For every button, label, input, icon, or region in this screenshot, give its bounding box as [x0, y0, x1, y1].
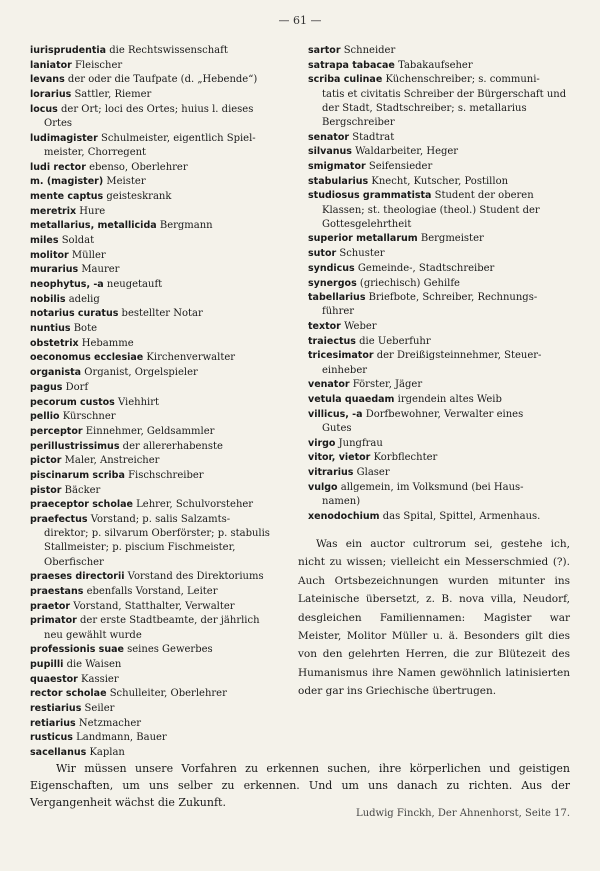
glossary-entry	[308, 335, 576, 349]
latin-term: virgo	[308, 437, 336, 449]
german-meaning: Meister	[106, 176, 146, 188]
glossary-entry	[308, 247, 576, 261]
glossary-entry	[30, 614, 298, 642]
german-meaning: irgendein altes Weib	[397, 394, 502, 405]
latin-term: notarius curatus	[30, 308, 119, 320]
glossary-entry	[30, 600, 298, 614]
glossary-entry	[308, 451, 576, 465]
german-meaning: Seiler	[84, 702, 115, 714]
latin-term: iurisprudentia	[30, 45, 107, 56]
german-meaning: Maurer	[81, 264, 120, 276]
latin-term: superior metallarum	[308, 233, 418, 245]
glossary-entry	[308, 145, 576, 159]
german-meaning: Vorstand des Direktoriums	[127, 571, 264, 583]
glossary-entry	[308, 481, 576, 509]
german-meaning: Jungfrau	[338, 437, 383, 449]
latin-term: villicus, -a	[308, 408, 363, 420]
latin-term: satrapa tabacae	[308, 59, 395, 71]
german-meaning: Sattler, Riemer	[74, 89, 152, 101]
latin-term: vulgo	[308, 481, 338, 493]
latin-term: syndicus	[308, 262, 355, 274]
glossary-entry	[30, 673, 298, 687]
german-meaning: Bergmann	[159, 220, 213, 232]
german-meaning: Kaplan	[89, 747, 125, 758]
latin-term: studiosus grammatista	[308, 190, 432, 202]
german-meaning: der Ort; loci des Ortes; huius l. dieses	[61, 103, 254, 115]
latin-term: pagus	[30, 381, 63, 393]
latin-term: senator	[308, 131, 350, 143]
german-meaning: Student der oberen	[434, 190, 534, 202]
latin-term: quaestor	[30, 673, 78, 685]
latin-term: laniator	[30, 59, 72, 71]
glossary-left-column	[30, 44, 298, 761]
german-meaning: Schuster	[339, 248, 385, 260]
german-meaning: Organist, Orgelspieler	[84, 367, 198, 379]
latin-term: miles	[30, 234, 59, 246]
glossary-entry	[30, 44, 298, 58]
latin-term: praeceptor scholae	[30, 499, 133, 511]
glossary-entry	[30, 585, 298, 599]
glossary-entry	[30, 249, 298, 263]
latin-term: murarius	[30, 264, 79, 276]
glossary-entry	[30, 175, 298, 189]
german-meaning: Briefbote, Schreiber, Rechnungs-	[368, 292, 538, 304]
latin-term: traiectus	[308, 335, 356, 347]
latin-term: neophytus, -a	[30, 279, 104, 290]
german-meaning: Küchenschreiber; s. communi-	[385, 74, 540, 86]
latin-term: piscinarum scriba	[30, 469, 125, 481]
latin-term: xenodochium	[308, 510, 380, 522]
glossary-entry	[30, 161, 298, 175]
german-meaning-continuation: einheber	[322, 364, 368, 376]
glossary-entry	[30, 687, 298, 701]
german-meaning-continuation: Klassen; st. theologiae (theol.) Student der Gottesgelehrtheit	[322, 204, 540, 230]
glossary-entry	[308, 349, 576, 377]
glossary-entry	[30, 293, 298, 307]
glossary-entry	[30, 219, 298, 233]
latin-term: smigmator	[308, 161, 366, 172]
latin-term: nuntius	[30, 323, 71, 335]
latin-term: praestans	[30, 585, 84, 597]
german-meaning: Hure	[79, 205, 106, 217]
glossary-entry	[30, 278, 298, 292]
german-meaning: Korbflechter	[373, 452, 438, 464]
latin-term: synergos	[308, 277, 357, 289]
glossary-entry	[30, 469, 298, 483]
glossary-entry	[30, 322, 298, 336]
german-meaning-continuation: Ortes	[44, 117, 73, 129]
german-meaning: Gemeinde-, Stadtschreiber	[357, 262, 495, 274]
glossary-entry	[308, 59, 576, 73]
latin-term: locus	[30, 103, 58, 115]
german-meaning: Hebamme	[81, 337, 134, 349]
quote-source: Ludwig Finckh, Der Ahnenhorst, Seite 17.	[356, 808, 570, 819]
latin-term: silvanus	[308, 146, 352, 158]
latin-term: rector scholae	[30, 688, 107, 700]
glossary-entry	[30, 103, 298, 131]
latin-term: praetor	[30, 600, 71, 612]
latin-term: praeses directorii	[30, 571, 125, 583]
latin-term: sutor	[308, 248, 337, 260]
german-meaning-continuation: führer	[322, 306, 355, 318]
german-meaning-continuation: neu gewählt wurde	[44, 629, 142, 641]
glossary-entry	[308, 393, 576, 407]
german-meaning: Vorstand; p. salis Salzamts-	[90, 514, 231, 525]
glossary-entry	[30, 410, 298, 424]
glossary-right-column	[308, 44, 576, 524]
latin-term: meretrix	[30, 205, 77, 217]
glossary-entry	[30, 351, 298, 365]
glossary-entry	[30, 132, 298, 160]
german-meaning: Müller	[71, 249, 106, 261]
german-meaning: Dorf	[65, 381, 89, 393]
german-meaning: neugetauft	[106, 279, 163, 290]
german-meaning: Fleischer	[75, 59, 123, 71]
german-meaning: das Spital, Spittel, Armenhaus.	[382, 510, 541, 522]
glossary-entry	[308, 510, 576, 524]
glossary-entry	[30, 366, 298, 380]
glossary-entry	[308, 437, 576, 451]
german-meaning: Vorstand, Statthalter, Verwalter	[73, 600, 235, 612]
latin-term: perillustrissimus	[30, 440, 120, 452]
german-meaning: Dorfbewohner, Verwalter eines	[365, 408, 524, 420]
latin-term: vitrarius	[308, 466, 354, 478]
latin-term: lorarius	[30, 89, 72, 101]
latin-term: retiarius	[30, 717, 76, 729]
german-meaning-continuation: meister, Chorregent	[44, 146, 147, 158]
glossary-entry	[30, 454, 298, 468]
german-meaning: die Ueberfuhr	[359, 335, 431, 347]
glossary-entry	[30, 307, 298, 321]
german-meaning: Viehhirt	[118, 396, 160, 408]
german-meaning: Einnehmer, Geldsammler	[85, 425, 215, 437]
german-meaning: Kirchenverwalter	[146, 352, 236, 364]
glossary-entry	[308, 262, 576, 276]
latin-term: nobilis	[30, 293, 66, 305]
glossary-entry	[30, 484, 298, 498]
latin-term: obstetrix	[30, 337, 79, 349]
latin-term: professionis suae	[30, 644, 124, 656]
german-meaning: der Dreißigsteinnehmer, Steuer-	[376, 350, 542, 362]
german-meaning: Lehrer, Schulvorsteher	[136, 499, 254, 511]
latin-term: perceptor	[30, 425, 83, 437]
glossary-entry	[30, 190, 298, 204]
glossary-entry	[30, 731, 298, 745]
glossary-entry	[308, 232, 576, 246]
latin-term: molitor	[30, 249, 69, 261]
glossary-entry	[30, 513, 298, 570]
german-meaning: Fischschreiber	[128, 469, 204, 481]
glossary-entry	[308, 291, 576, 319]
german-meaning: der erste Stadtbeamte, der jährlich	[80, 615, 260, 627]
latin-term: venator	[308, 379, 350, 391]
glossary-entry	[30, 717, 298, 731]
german-meaning: Kassier	[81, 673, 119, 685]
latin-term: rusticus	[30, 732, 73, 744]
german-meaning-continuation: Gutes	[322, 422, 352, 434]
german-meaning-continuation: tatis et civitatis Schreiber der Bürgerschaft und der Stadt, Stadtschreiber; s. metallarius Bergschreiber	[322, 88, 567, 128]
german-meaning: Weber	[344, 321, 377, 333]
latin-term: pupilli	[30, 658, 64, 670]
latin-term: tabellarius	[308, 292, 366, 304]
german-meaning-continuation: namen)	[322, 495, 361, 507]
german-meaning: Soldat	[61, 234, 95, 246]
german-meaning: adelig	[68, 293, 100, 305]
german-meaning: Maler, Anstreicher	[64, 455, 160, 467]
glossary-entry	[30, 643, 298, 657]
glossary-entry	[30, 658, 298, 672]
glossary-entry	[30, 59, 298, 73]
german-meaning: Bote	[73, 323, 98, 335]
glossary-entry	[308, 44, 576, 58]
latin-term: pictor	[30, 455, 62, 467]
german-meaning: ebenso, Oberlehrer	[89, 161, 188, 173]
glossary-entry	[30, 425, 298, 439]
latin-term: textor	[308, 321, 341, 333]
latin-term: oeconomus ecclesiae	[30, 352, 144, 364]
glossary-entry	[308, 277, 576, 291]
german-meaning: Netzmacher	[78, 717, 142, 729]
glossary-entry	[30, 746, 298, 760]
glossary-entry	[308, 408, 576, 436]
glossary-entry	[30, 337, 298, 351]
latin-term: levans	[30, 74, 65, 86]
latin-term: pecorum custos	[30, 396, 115, 408]
glossary-entry	[30, 234, 298, 248]
motto-quote: Wir müssen unsere Vorfahren zu erkennen suchen, ihre körperlichen und geistigen Eigenschaften, um uns selber zu erkennen. Und um uns danach zu richten. Aus der Vergangenheit wächst die Zukunft.	[30, 762, 570, 810]
latin-term: ludimagister	[30, 132, 98, 144]
latin-term: mente captus	[30, 190, 104, 202]
german-meaning: der oder die Taufpate (d. „Hebende“)	[67, 74, 258, 86]
german-meaning-continuation: direktor; p. silvarum Oberförster; p. stabulis Stallmeister; p. piscium Fischmeister, Oberfischer	[44, 528, 270, 568]
german-meaning: die Waisen	[66, 658, 122, 670]
body-paragraph: Was ein auctor cultrorum sei, gestehe ich, nicht zu wissen; vielleicht ein Messerschmied (?). Auch Ortsbezeichnungen wurden mitunter ins Lateinische übersetzt, z. B. nova villa, Neudorf, desgleichen Familiennamen: Magister war Meister, Molitor Müller u. ä. Besonders gilt dies von den gelehrten Herren, die zur Blütezeit des Humanismus ihre Namen gewöhnlich latinisierten oder gar ins Griechische übertrugen.	[298, 538, 570, 697]
german-meaning: Schneider	[343, 45, 396, 56]
german-meaning: der allererhabenste	[122, 440, 223, 452]
glossary-entry	[30, 702, 298, 716]
german-meaning: die Rechtswissenschaft	[109, 45, 228, 56]
latin-term: sacellanus	[30, 747, 87, 758]
german-meaning: Bäcker	[64, 484, 101, 496]
latin-term: tricesimator	[308, 350, 374, 362]
glossary-entry	[30, 440, 298, 454]
glossary-entry	[308, 160, 576, 174]
german-meaning: seines Gewerbes	[127, 644, 213, 656]
german-meaning: Schulleiter, Oberlehrer	[109, 688, 227, 700]
glossary-entry	[30, 205, 298, 219]
german-meaning: (griechisch) Gehilfe	[359, 277, 460, 289]
latin-term: metallarius, metallicida	[30, 220, 157, 232]
glossary-entry	[308, 189, 576, 232]
glossary-entry	[308, 378, 576, 392]
latin-term: scriba culinae	[308, 74, 383, 86]
german-meaning: Seifensieder	[368, 161, 433, 172]
german-meaning: Landmann, Bauer	[76, 732, 167, 744]
latin-term: pistor	[30, 484, 62, 496]
glossary-entry	[30, 263, 298, 277]
glossary-entry	[308, 466, 576, 480]
german-meaning: geisteskrank	[106, 190, 172, 202]
german-meaning: Kürschner	[62, 411, 116, 423]
latin-term: primator	[30, 615, 77, 627]
glossary-entry	[308, 73, 576, 130]
glossary-entry	[30, 73, 298, 87]
latin-term: stabularius	[308, 175, 369, 187]
german-meaning: Waldarbeiter, Heger	[355, 146, 459, 158]
latin-term: m. (magister)	[30, 176, 104, 188]
german-meaning: allgemein, im Volksmund (bei Haus-	[340, 481, 524, 493]
latin-term: organista	[30, 367, 82, 379]
german-meaning: Tabakaufseher	[398, 59, 473, 71]
latin-term: ludi rector	[30, 161, 86, 173]
german-meaning: Förster, Jäger	[352, 379, 423, 391]
german-meaning: Bergmeister	[420, 233, 484, 245]
latin-term: sartor	[308, 45, 341, 56]
glossary-entry	[308, 131, 576, 145]
latin-term: vitor, vietor	[308, 452, 371, 464]
glossary-entry	[30, 381, 298, 395]
latin-term: vetula quaedam	[308, 394, 395, 405]
glossary-entry	[30, 498, 298, 512]
page-number: — 61 —	[278, 14, 322, 27]
glossary-entry	[308, 320, 576, 334]
german-meaning: Stadtrat	[352, 131, 395, 143]
german-meaning: Knecht, Kutscher, Postillon	[371, 175, 509, 187]
german-meaning: Schulmeister, eigentlich Spiel-	[100, 132, 256, 144]
latin-term: praefectus	[30, 514, 88, 525]
glossary-entry	[30, 570, 298, 584]
german-meaning: bestellter Notar	[121, 308, 203, 320]
glossary-entry	[30, 396, 298, 410]
latin-term: pellio	[30, 411, 60, 423]
glossary-entry	[30, 88, 298, 102]
german-meaning: ebenfalls Vorstand, Leiter	[86, 585, 218, 597]
latin-term: restiarius	[30, 702, 82, 714]
glossary-entry	[308, 175, 576, 189]
german-meaning: Glaser	[356, 466, 390, 478]
